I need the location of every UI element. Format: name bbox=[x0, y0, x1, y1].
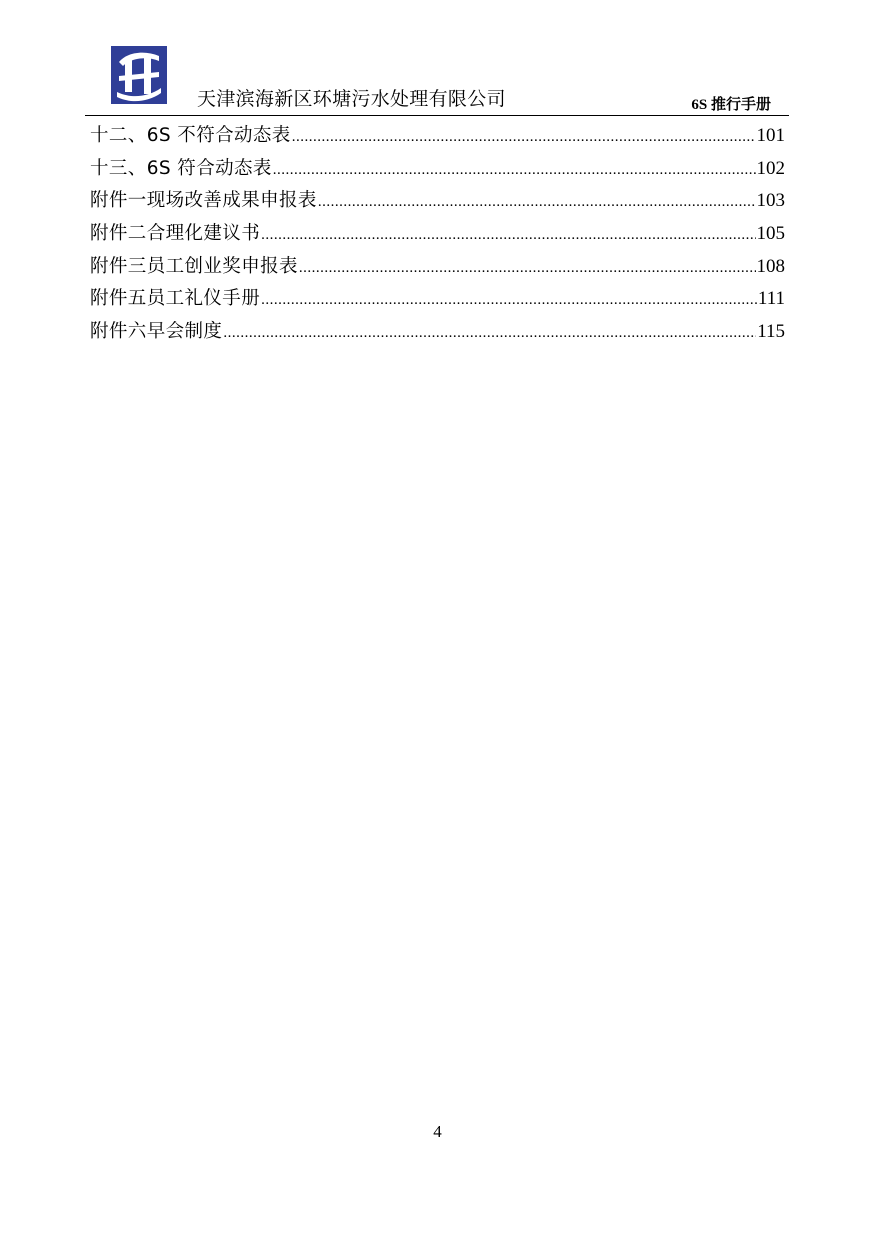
toc-entry[interactable] bbox=[90, 185, 785, 218]
header-divider bbox=[85, 115, 789, 116]
toc-entry-page: 103 bbox=[756, 190, 785, 212]
toc-entry-title: 十三、6S 符合动态表 bbox=[90, 157, 272, 179]
toc-entry-page: 105 bbox=[756, 223, 785, 245]
toc-leader-dots bbox=[273, 154, 756, 187]
toc-entry-title: 附件二合理化建议书 bbox=[90, 223, 261, 245]
toc-leader-dots bbox=[223, 317, 756, 350]
toc-leader-dots bbox=[299, 252, 756, 285]
toc-leader-dots bbox=[261, 219, 755, 252]
company-logo bbox=[111, 46, 167, 104]
page-number: 4 bbox=[433, 1122, 442, 1141]
toc-entry[interactable] bbox=[90, 251, 785, 284]
toc-entry-title: 附件五员工礼仪手册 bbox=[90, 288, 261, 310]
table-of-contents bbox=[90, 120, 785, 349]
toc-entry[interactable] bbox=[90, 218, 785, 251]
toc-entry[interactable] bbox=[90, 153, 785, 186]
toc-entry-title: 附件一现场改善成果申报表 bbox=[90, 190, 317, 212]
toc-entry[interactable] bbox=[90, 283, 785, 316]
toc-entry-title: 附件六早会制度 bbox=[90, 321, 223, 343]
manual-title: 6S 推行手册 bbox=[691, 97, 771, 113]
toc-entry[interactable] bbox=[90, 120, 785, 153]
toc-entry-title: 十二、6S 不符合动态表 bbox=[90, 125, 291, 146]
toc-entry-page: 115 bbox=[757, 321, 785, 343]
toc-leader-dots bbox=[318, 186, 756, 219]
toc-leader-dots bbox=[292, 121, 756, 154]
toc-entry-page: 101 bbox=[756, 125, 785, 146]
toc-leader-dots bbox=[261, 284, 757, 317]
company-name: 天津滨海新区环塘污水处理有限公司 bbox=[197, 88, 506, 110]
page-header bbox=[85, 40, 789, 116]
toc-entry[interactable] bbox=[90, 316, 785, 349]
toc-entry-title: 附件三员工创业奖申报表 bbox=[90, 255, 298, 277]
toc-entry-page: 108 bbox=[756, 255, 785, 277]
toc-entry-page: 102 bbox=[756, 157, 785, 179]
toc-entry-page: 111 bbox=[757, 288, 785, 310]
